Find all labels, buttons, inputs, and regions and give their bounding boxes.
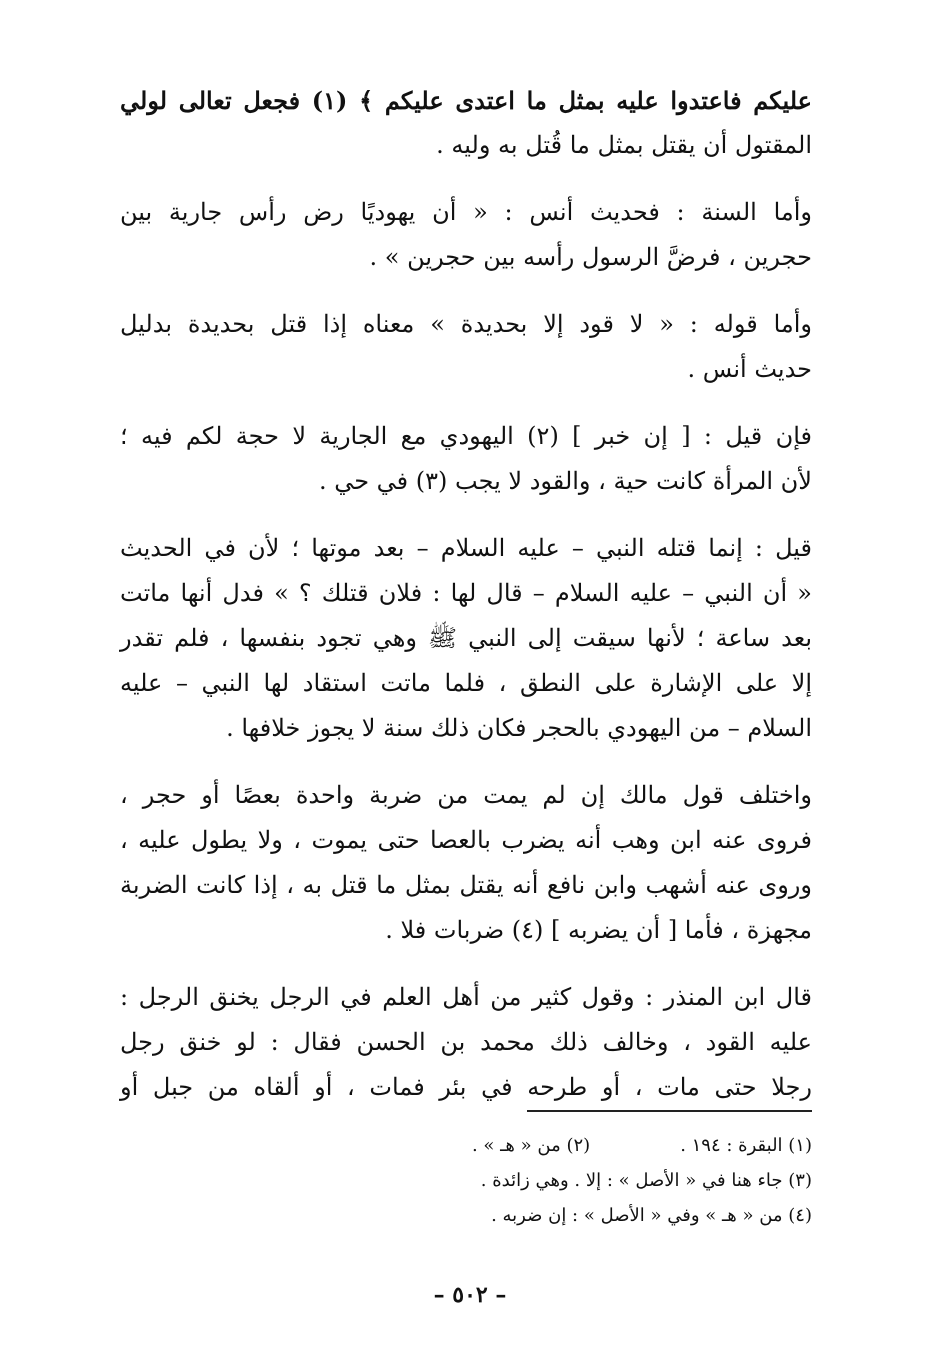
- text-line: إلا على الإشارة على النطق ، فلما ماتت استقاد لها النبي – عليه: [120, 669, 812, 697]
- footnote-4: (٤) من « هـ » وفي « الأصل » : إن ضربه .: [491, 1205, 812, 1226]
- text-line: المقتول أن يقتل بمثل ما قُتل به وليه .: [436, 131, 812, 159]
- footnote-row: [280, 1128, 812, 1163]
- text-line: لأن المرأة كانت حية ، والقود لا يجب (٣) في حي .: [318, 467, 812, 495]
- text-line: عليه القود ، وخالف ذلك محمد بن الحسن فقال : لو خنق رجل: [120, 1028, 812, 1056]
- text-line: « أن النبي – عليه السلام – قال لها : فلان قتلك ؟ » فدل أنها ماتت: [120, 579, 812, 607]
- text-line: بعد ساعة ؛ لأنها سيقت إلى النبي ﷺ وهي تجود بنفسها ، فلم تقدر: [120, 624, 812, 652]
- text-line: واختلف قول مالك إن لم يمت من ضربة واحدة بعصًا أو حجر ،: [120, 781, 812, 809]
- paragraph-3: [120, 302, 812, 392]
- text-line: عليكم فاعتدوا عليه بمثل ما اعتدى عليكم ﴾ (١) فجعل تعالى لولي: [120, 86, 813, 115]
- paragraph-4: [120, 414, 812, 504]
- text-line: فروى عنه ابن وهب أنه يضرب بالعصا حتى يموت ، ولا يطول عليه ،: [120, 826, 812, 854]
- paragraph-1: [120, 78, 812, 168]
- text-line: حديث أنس .: [687, 355, 812, 383]
- text-line: قال ابن المنذر : وقول كثير من أهل العلم في الرجل يخنق الرجل :: [120, 983, 812, 1011]
- text-line: قيل : إنما قتله النبي – عليه السلام – بعد موتها ؛ لأن في الحديث: [120, 534, 812, 562]
- main-text: [120, 78, 812, 1132]
- paragraph-6: [120, 773, 812, 953]
- text-line: وأما قوله : « لا قود إلا بحديدة » معناه إذا قتل بحديدة بدليل: [120, 310, 812, 338]
- text-line: السلام – من اليهودي بالحجر فكان ذلك سنة لا يجوز خلافها .: [226, 714, 812, 742]
- footnotes: [280, 1128, 812, 1233]
- paragraph-7: [120, 975, 812, 1110]
- paragraph-5: [120, 526, 812, 751]
- page-number: – ٥٠٢ –: [433, 1282, 507, 1308]
- footnote-3: (٣) جاء هنا في « الأصل » : إلا . وهي زائدة .: [480, 1170, 812, 1191]
- text-line: حجرين ، فرضَّ الرسول رأسه بين حجرين » .: [369, 243, 812, 271]
- text-line: رجلا حتى مات ، أو طرحه في بئر فمات ، أو ألقاه من جبل أو: [120, 1073, 812, 1101]
- footnote-2: (٢) من « هـ » .: [471, 1135, 591, 1156]
- footnote-1: (١) البقرة : ١٩٤ .: [680, 1135, 812, 1156]
- text-line: وأما السنة : فحديث أنس : « أن يهوديًا رض رأس جارية بين: [120, 198, 812, 226]
- text-line: مجهزة ، فأما [ أن يضربه ] (٤) ضربات فلا .: [385, 916, 812, 944]
- text-line: فإن قيل : [ إن خبر ] (٢) اليهودي مع الجارية لا حجة لكم فيه ؛: [120, 422, 813, 450]
- paragraph-2: [120, 190, 812, 280]
- text-line: وروى عنه أشهب وابن نافع أنه يقتل بمثل ما قتل به ، إذا كانت الضربة: [120, 871, 812, 899]
- footnote-separator: [527, 1110, 812, 1112]
